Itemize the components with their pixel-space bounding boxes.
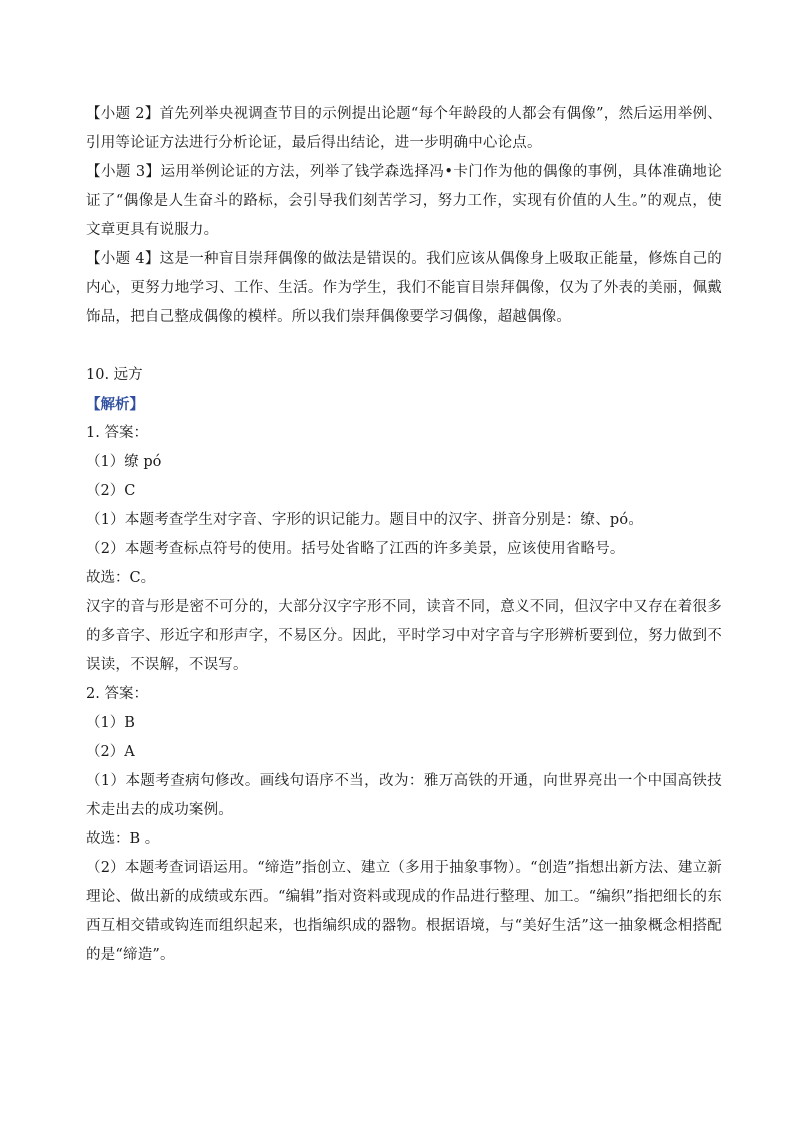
document-content	[86, 100, 722, 970]
answer1-item-2: （2）C	[86, 483, 136, 499]
answer2-item-2: （2）A	[86, 744, 135, 760]
answer-q2: 【小题 2】首先列举央视调查节目的示例提出论题“每个年龄段的人都会有偶像”，然后运用举例、引用等论证方法进行分析论证，最后得出结论，进一步明确中心论点。	[86, 106, 722, 151]
answer1-summary: 汉字的音与形是密不可分的，大部分汉字字形不同，读音不同，意义不同，但汉字中又存在着很多的多音字、形近字和形声字，不易区分。因此，平时学习中对字音与字形辨析要到位，努力做到不误读，不误解，不误写。	[86, 599, 722, 673]
answer-q4: 【小题 4】这是一种盲目崇拜偶像的做法是错误的。我们应该从偶像身上吸取正能量，修炼自己的内心，更努力地学习、工作、生活。作为学生，我们不能盲目崇拜偶像，仅为了外表的美丽，佩戴饰品，把自己整成偶像的模样。所以我们崇拜偶像要学习偶像，超越偶像。	[86, 251, 722, 325]
section-heading: 10. 远方	[86, 367, 143, 383]
answer2-item-1: （1）B	[86, 715, 135, 731]
answer2-choice: 故选：B 。	[86, 831, 160, 847]
answer1-item-1: （1）缭 pó	[86, 454, 162, 470]
answer-q3: 【小题 3】运用举例论证的方法，列举了钱学森选择冯•卡门作为他的偶像的事例，具体准确地论证了“偶像是人生奋斗的路标，会引导我们刻苦学习，努力工作，实现有价值的人生。”的观点，使文章更具有说服力。	[86, 164, 722, 238]
answer2-explain-1: （1）本题考查病句修改。画线句语序不当，改为：雅万高铁的开通，向世界亮出一个中国高铁技术走出去的成功案例。	[86, 773, 722, 818]
answer1-choice: 故选：C。	[86, 570, 156, 586]
answer1-explain-2: （2）本题考查标点符号的使用。括号处省略了江西的许多美景，应该使用省略号。	[86, 541, 625, 557]
analysis-label: 【解析】	[86, 396, 144, 413]
answer1-label: 1. 答案：	[86, 425, 148, 441]
answer2-explain-2: （2）本题考查词语运用。“缔造”指创立、建立（多用于抽象事物）。“创造”指想出新方法、建立新理论、做出新的成绩或东西。“编辑”指对资料或现成的作品进行整理、加工。“编织”指把细长的东西互相交错或钩连而组织起来，也指编织成的器物。根据语境，与“美好生活”这一抽象概念相搭配的是“缔造”。	[86, 860, 722, 963]
answer1-explain-1: （1）本题考查学生对字音、字形的识记能力。题目中的汉字、拼音分别是：缭、pó。	[86, 512, 644, 528]
section-gap	[86, 332, 722, 361]
answer2-label: 2. 答案：	[86, 686, 148, 702]
